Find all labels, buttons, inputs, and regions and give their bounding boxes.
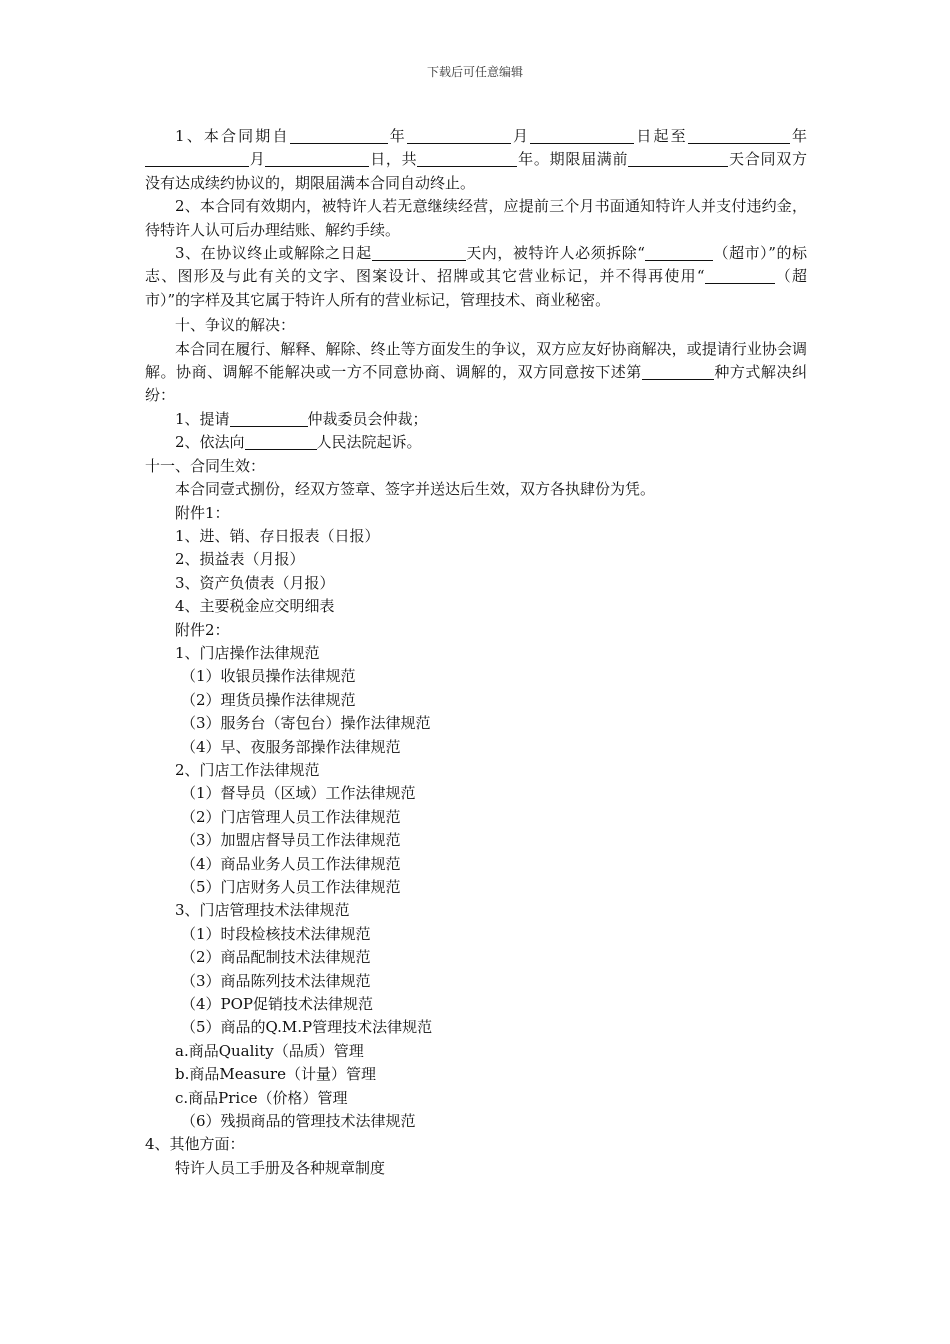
list-sub-item: a.商品Quality（品质）管理 xyxy=(175,1041,364,1060)
blank-line xyxy=(417,151,517,167)
text: （超市）”的字样及其它属于特许人所有的营业标记，管理技术、商业秘密。 xyxy=(145,267,807,309)
list-item: （3）加盟店督导员工作法律规范 xyxy=(181,831,401,850)
text: 年 xyxy=(789,127,807,145)
effect-title: 十一、合同生效： xyxy=(145,456,266,475)
attachment-2-title: 附件2： xyxy=(175,620,230,639)
attachment-2-section: 1、门店操作法律规范 xyxy=(175,643,320,662)
dispute-option-1 xyxy=(145,408,807,431)
attachment-2-section: 2、门店工作法律规范 xyxy=(175,760,320,779)
dispute-option-2 xyxy=(145,431,807,454)
list-item: （2）门店管理人员工作法律规范 xyxy=(181,807,401,826)
blank-line xyxy=(530,128,634,144)
attachment-1-item: 1、进、销、存日报表（日报） xyxy=(175,526,380,545)
text: 月 xyxy=(249,150,266,169)
blank-line xyxy=(245,434,317,450)
blank-line xyxy=(642,364,714,380)
clause-term-1 xyxy=(145,125,807,195)
clause-term-3 xyxy=(145,242,807,312)
text: 仲裁委员会仲裁； xyxy=(307,409,428,428)
text: 2、依法向 xyxy=(175,433,245,452)
document-body xyxy=(145,125,807,1180)
blank-line xyxy=(230,411,308,427)
text: 人民法院起诉。 xyxy=(316,433,422,452)
text: 天内，被特许人必须拆除“ xyxy=(465,244,645,263)
list-item: （4）早、夜服务部操作法律规范 xyxy=(181,737,401,756)
text: 日起至 xyxy=(634,127,688,145)
list-item: （5）门店财务人员工作法律规范 xyxy=(181,878,401,896)
clause-term-2: 2、本合同有效期内，被特许人若无意继续经营，应提前三个月书面通知特许人并支付违约金，待特许人认可后办理结账、解约手续。 xyxy=(145,197,807,239)
text: 本合同在履行、解释、解除、终止等方面发生的争议，双方应友好协商解决，或提请行业协会调解。协商、调解不能解决或一方不同意协商、调解的，双方同意按下述第 xyxy=(145,339,807,382)
blank-line xyxy=(265,151,369,167)
other-body: 特许人员工手册及各种规章制度 xyxy=(175,1158,386,1177)
list-sub-item: c.商品Price（价格）管理 xyxy=(175,1088,348,1107)
text: 3、在协议终止或解除之日起 xyxy=(175,244,372,263)
dispute-body xyxy=(145,338,807,408)
list-item: （2）商品配制技术法律规范 xyxy=(181,948,371,967)
attachment-1-item: 2、损益表（月报） xyxy=(175,550,305,569)
attachment-1-item: 3、资产负债表（月报） xyxy=(175,573,335,592)
attachment-1-item: 4、主要税金应交明细表 xyxy=(175,597,335,616)
blank-line xyxy=(688,128,790,144)
text: 1、本合同期自 xyxy=(175,127,290,145)
list-item: （6）残损商品的管理技术法律规范 xyxy=(181,1112,416,1131)
text: 日，共 xyxy=(369,150,418,169)
attachment-1-title: 附件1： xyxy=(175,503,230,522)
list-item: （5）商品的Q.M.P管理技术法律规范 xyxy=(181,1018,433,1037)
blank-line xyxy=(290,128,388,144)
other-title: 4、其他方面： xyxy=(145,1135,245,1154)
effect-body: 本合同壹式捌份，经双方签章、签字并送达后生效，双方各执肆份为凭。 xyxy=(175,480,656,499)
list-item: （3）服务台（寄包台）操作法律规范 xyxy=(181,714,431,733)
text: 年 xyxy=(387,127,407,145)
blank-line xyxy=(407,128,511,144)
list-item: （1）时段检核技术法律规范 xyxy=(181,924,371,943)
text: 天合同双方没有达成续约协议的，期限届满本合同自动终止。 xyxy=(145,150,807,192)
list-item: （4）商品业务人员工作法律规范 xyxy=(181,854,401,873)
list-item: （2）理货员操作法律规范 xyxy=(181,690,356,709)
blank-line xyxy=(145,151,249,167)
attachment-2-section: 3、门店管理技术法律规范 xyxy=(175,901,350,920)
text: 1、提请 xyxy=(175,409,230,428)
blank-line xyxy=(705,268,775,284)
page-header: 下载后可任意编辑 xyxy=(426,65,523,79)
blank-line xyxy=(628,151,728,167)
list-sub-item: b.商品Measure（计量）管理 xyxy=(175,1065,376,1084)
list-item: （1）收银员操作法律规范 xyxy=(181,667,356,686)
blank-line xyxy=(645,245,713,261)
text: 年。期限届满前 xyxy=(517,150,629,169)
text: （超市）”的标志、图形及与此有关的文字、图案设计、招牌或其它营业标记，并不得再使用“ xyxy=(145,244,808,286)
blank-line xyxy=(372,245,466,261)
list-item: （3）商品陈列技术法律规范 xyxy=(181,971,371,990)
text: 种方式解决纠纷： xyxy=(145,363,807,405)
list-item: （1）督导员（区域）工作法律规范 xyxy=(181,784,416,803)
list-item: （4）POP促销技术法律规范 xyxy=(181,995,374,1014)
dispute-title: 十、争议的解决： xyxy=(175,316,296,335)
text: 月 xyxy=(510,127,531,145)
